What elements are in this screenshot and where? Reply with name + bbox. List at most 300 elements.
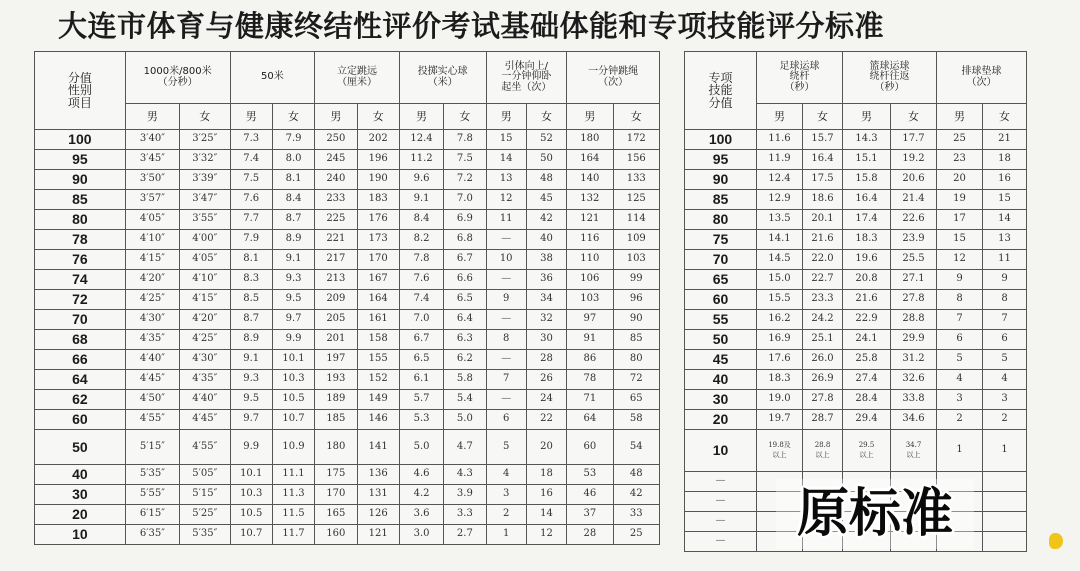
standard-value-cell: 25.5 bbox=[891, 250, 937, 270]
standard-value-cell: 5.0 bbox=[444, 410, 486, 430]
score-row bbox=[685, 190, 1027, 210]
standard-value-cell: 106 bbox=[567, 270, 613, 290]
standard-value-cell: 8.5 bbox=[230, 290, 272, 310]
standard-value-cell: 12 bbox=[486, 190, 526, 210]
standard-value-cell: 17.4 bbox=[843, 210, 891, 230]
score-row bbox=[35, 130, 660, 150]
standard-value-cell: 6′35″ bbox=[125, 525, 179, 545]
standard-value-cell: 5.7 bbox=[399, 390, 443, 410]
standard-value-cell: 4′05″ bbox=[125, 210, 179, 230]
standard-value-cell: 8 bbox=[983, 290, 1027, 310]
score-row bbox=[685, 210, 1027, 230]
column-group-header: 50米 bbox=[230, 52, 315, 104]
score-value-cell: 10 bbox=[685, 430, 757, 472]
standard-value-cell: 5′15″ bbox=[125, 430, 179, 465]
standard-value-cell: 12.9 bbox=[757, 190, 803, 210]
score-value-cell: 76 bbox=[35, 250, 126, 270]
standard-value-cell: 109 bbox=[613, 230, 659, 250]
standard-value-cell: 15.7 bbox=[803, 130, 843, 150]
standard-value-cell: 11.3 bbox=[272, 485, 314, 505]
standard-value-cell: 8.9 bbox=[272, 230, 314, 250]
standard-value-cell: 5 bbox=[937, 350, 983, 370]
standard-value-cell: 10.7 bbox=[272, 410, 314, 430]
special-skill-score-table bbox=[684, 51, 1027, 552]
standard-value-cell: 37 bbox=[567, 505, 613, 525]
standard-value-cell: 146 bbox=[357, 410, 399, 430]
score-value-cell: 95 bbox=[685, 150, 757, 170]
standard-value-cell: 1 bbox=[937, 430, 983, 472]
standard-value-cell: 10.7 bbox=[230, 525, 272, 545]
original-standard-badge: 原标准 bbox=[776, 479, 974, 549]
corner-header-cell: 分值 性别 项目 bbox=[35, 52, 126, 130]
score-row bbox=[685, 370, 1027, 390]
standard-value-cell: 233 bbox=[315, 190, 357, 210]
standard-value-cell: 170 bbox=[315, 485, 357, 505]
score-row bbox=[35, 270, 660, 290]
fitness-score-table bbox=[34, 51, 660, 545]
standard-value-cell: 22.0 bbox=[803, 250, 843, 270]
standard-value-cell: 19.0 bbox=[757, 390, 803, 410]
standard-value-cell: 6.1 bbox=[399, 370, 443, 390]
score-value-cell: 50 bbox=[685, 330, 757, 350]
male-header: 男 bbox=[315, 104, 357, 130]
standard-value-cell: 175 bbox=[315, 465, 357, 485]
standard-value-cell: 29.5 以上 bbox=[843, 430, 891, 472]
standard-value-cell: 10.1 bbox=[272, 350, 314, 370]
standard-value-cell: 173 bbox=[357, 230, 399, 250]
standard-value-cell: 3 bbox=[486, 485, 526, 505]
standard-value-cell: 3′55″ bbox=[180, 210, 230, 230]
standard-value-cell: 2 bbox=[937, 410, 983, 430]
standard-value-cell: 4′10″ bbox=[180, 270, 230, 290]
standard-value-cell: 13 bbox=[486, 170, 526, 190]
standard-value-cell: 176 bbox=[357, 210, 399, 230]
standard-value-cell: 5.8 bbox=[444, 370, 486, 390]
standard-value-cell: 15 bbox=[486, 130, 526, 150]
standard-value-cell: 22.7 bbox=[803, 270, 843, 290]
column-group-header: 立定跳远 （厘米） bbox=[315, 52, 400, 104]
standard-value-cell: 164 bbox=[567, 150, 613, 170]
standard-value-cell: — bbox=[486, 270, 526, 290]
standard-value-cell: 172 bbox=[613, 130, 659, 150]
standard-value-cell: 24.1 bbox=[843, 330, 891, 350]
standard-value-cell: 197 bbox=[315, 350, 357, 370]
standard-value-cell: 7.3 bbox=[230, 130, 272, 150]
standard-value-cell: 20.6 bbox=[891, 170, 937, 190]
score-value-cell: 10 bbox=[35, 525, 126, 545]
female-header: 女 bbox=[444, 104, 486, 130]
standard-value-cell: 3′25″ bbox=[180, 130, 230, 150]
male-header: 男 bbox=[843, 104, 891, 130]
standard-value-cell: 4′30″ bbox=[180, 350, 230, 370]
standard-value-cell: 4′10″ bbox=[125, 230, 179, 250]
standard-value-cell: 8.9 bbox=[230, 330, 272, 350]
standard-value-cell: 29.4 bbox=[843, 410, 891, 430]
score-value-cell: 80 bbox=[685, 210, 757, 230]
empty-value-cell bbox=[983, 512, 1027, 532]
standard-value-cell: 12.4 bbox=[399, 130, 443, 150]
standard-value-cell: 26.0 bbox=[803, 350, 843, 370]
standard-value-cell: 91 bbox=[567, 330, 613, 350]
female-header: 女 bbox=[891, 104, 937, 130]
standard-value-cell: 22 bbox=[526, 410, 566, 430]
standard-value-cell: 4′35″ bbox=[125, 330, 179, 350]
standard-value-cell: 103 bbox=[567, 290, 613, 310]
standard-value-cell: 9.5 bbox=[230, 390, 272, 410]
standard-value-cell: 103 bbox=[613, 250, 659, 270]
column-group-header: 足球运球 绕杆 （秒） bbox=[757, 52, 843, 104]
standard-value-cell: 3′39″ bbox=[180, 170, 230, 190]
standard-value-cell: 8.1 bbox=[272, 170, 314, 190]
standard-value-cell: 141 bbox=[357, 430, 399, 465]
standard-value-cell: 10.3 bbox=[230, 485, 272, 505]
standard-value-cell: 116 bbox=[567, 230, 613, 250]
score-row bbox=[685, 290, 1027, 310]
standard-value-cell: 18 bbox=[983, 150, 1027, 170]
male-header: 男 bbox=[486, 104, 526, 130]
standard-value-cell: 4′35″ bbox=[180, 370, 230, 390]
female-header: 女 bbox=[180, 104, 230, 130]
standard-value-cell: 16.2 bbox=[757, 310, 803, 330]
standard-value-cell: 71 bbox=[567, 390, 613, 410]
standard-value-cell: 10.5 bbox=[230, 505, 272, 525]
standard-value-cell: 7.4 bbox=[230, 150, 272, 170]
standard-value-cell: 8.7 bbox=[230, 310, 272, 330]
score-value-cell: 70 bbox=[35, 310, 126, 330]
standard-value-cell: 155 bbox=[357, 350, 399, 370]
standard-value-cell: 4′00″ bbox=[180, 230, 230, 250]
standard-value-cell: 136 bbox=[357, 465, 399, 485]
score-value-cell: 66 bbox=[35, 350, 126, 370]
column-group-header: 篮球运球 绕杆往返 （秒） bbox=[843, 52, 937, 104]
standard-value-cell: 7.0 bbox=[399, 310, 443, 330]
standard-value-cell: 183 bbox=[357, 190, 399, 210]
standard-value-cell: 152 bbox=[357, 370, 399, 390]
standard-value-cell: 7.9 bbox=[272, 130, 314, 150]
standard-value-cell: 4 bbox=[486, 465, 526, 485]
standard-value-cell: 4′30″ bbox=[125, 310, 179, 330]
score-value-cell: 40 bbox=[35, 465, 126, 485]
standard-value-cell: 14 bbox=[526, 505, 566, 525]
standard-value-cell: 6.7 bbox=[444, 250, 486, 270]
standard-value-cell: 60 bbox=[567, 430, 613, 465]
standard-value-cell: 5′15″ bbox=[180, 485, 230, 505]
standard-value-cell: 22.6 bbox=[891, 210, 937, 230]
standard-value-cell: 23 bbox=[937, 150, 983, 170]
female-header: 女 bbox=[803, 104, 843, 130]
standard-value-cell: 160 bbox=[315, 525, 357, 545]
standard-value-cell: 96 bbox=[613, 290, 659, 310]
standard-value-cell: 28 bbox=[567, 525, 613, 545]
standard-value-cell: 25 bbox=[937, 130, 983, 150]
standard-value-cell: 4′50″ bbox=[125, 390, 179, 410]
standard-value-cell: 32.6 bbox=[891, 370, 937, 390]
standard-value-cell: 250 bbox=[315, 130, 357, 150]
standard-value-cell: 6 bbox=[983, 330, 1027, 350]
female-header: 女 bbox=[272, 104, 314, 130]
score-value-cell: 20 bbox=[685, 410, 757, 430]
standard-value-cell: 8.3 bbox=[230, 270, 272, 290]
standard-value-cell: 180 bbox=[567, 130, 613, 150]
score-row bbox=[35, 290, 660, 310]
standard-value-cell: 8.7 bbox=[272, 210, 314, 230]
standard-value-cell: 189 bbox=[315, 390, 357, 410]
standard-value-cell: 7.8 bbox=[444, 130, 486, 150]
standard-value-cell: 133 bbox=[613, 170, 659, 190]
standard-value-cell: 14 bbox=[486, 150, 526, 170]
standard-value-cell: 5.0 bbox=[399, 430, 443, 465]
standard-value-cell: 54 bbox=[613, 430, 659, 465]
standard-value-cell: 121 bbox=[357, 525, 399, 545]
standard-value-cell: 8.1 bbox=[230, 250, 272, 270]
score-value-cell: 55 bbox=[685, 310, 757, 330]
standard-value-cell: 17 bbox=[937, 210, 983, 230]
standard-value-cell: 4′25″ bbox=[180, 330, 230, 350]
standard-value-cell: 16 bbox=[526, 485, 566, 505]
standard-value-cell: 167 bbox=[357, 270, 399, 290]
standard-value-cell: 11 bbox=[486, 210, 526, 230]
score-row bbox=[35, 465, 660, 485]
standard-value-cell: 6.6 bbox=[444, 270, 486, 290]
standard-value-cell: 240 bbox=[315, 170, 357, 190]
standard-value-cell: 33.8 bbox=[891, 390, 937, 410]
standard-value-cell: 5′25″ bbox=[180, 505, 230, 525]
standard-value-cell: 5′35″ bbox=[180, 525, 230, 545]
standard-value-cell: 6.3 bbox=[444, 330, 486, 350]
standard-value-cell: 19 bbox=[937, 190, 983, 210]
standard-value-cell: 164 bbox=[357, 290, 399, 310]
standard-value-cell: 19.2 bbox=[891, 150, 937, 170]
standard-value-cell: 21 bbox=[983, 130, 1027, 150]
standard-value-cell: 9.7 bbox=[230, 410, 272, 430]
standard-value-cell: 19.7 bbox=[757, 410, 803, 430]
standard-value-cell: 9 bbox=[486, 290, 526, 310]
standard-value-cell: 209 bbox=[315, 290, 357, 310]
standard-value-cell: 10 bbox=[486, 250, 526, 270]
empty-value-cell bbox=[983, 472, 1027, 492]
standard-value-cell: 16.9 bbox=[757, 330, 803, 350]
standard-value-cell: 7.9 bbox=[230, 230, 272, 250]
standard-value-cell: 9.9 bbox=[272, 330, 314, 350]
standard-value-cell: 17.7 bbox=[891, 130, 937, 150]
score-row bbox=[685, 410, 1027, 430]
standard-value-cell: 131 bbox=[357, 485, 399, 505]
male-header: 男 bbox=[230, 104, 272, 130]
standard-value-cell: 10.1 bbox=[230, 465, 272, 485]
female-header: 女 bbox=[357, 104, 399, 130]
standard-value-cell: 11.6 bbox=[757, 130, 803, 150]
standard-value-cell: 3′57″ bbox=[125, 190, 179, 210]
standard-value-cell: 202 bbox=[357, 130, 399, 150]
score-row bbox=[685, 330, 1027, 350]
standard-value-cell: 38 bbox=[526, 250, 566, 270]
standard-value-cell: 52 bbox=[526, 130, 566, 150]
standard-value-cell: 1 bbox=[983, 430, 1027, 472]
standard-value-cell: 2 bbox=[983, 410, 1027, 430]
standard-value-cell: 9.3 bbox=[272, 270, 314, 290]
standard-value-cell: 1 bbox=[486, 525, 526, 545]
score-value-cell: 72 bbox=[35, 290, 126, 310]
corner-decoration bbox=[1049, 533, 1063, 549]
column-group-header: 投掷实心球 （米） bbox=[399, 52, 486, 104]
standard-value-cell: 36 bbox=[526, 270, 566, 290]
standard-value-cell: 4′25″ bbox=[125, 290, 179, 310]
score-value-cell: 60 bbox=[685, 290, 757, 310]
standard-value-cell: 3′47″ bbox=[180, 190, 230, 210]
standard-value-cell: 4.2 bbox=[399, 485, 443, 505]
standard-value-cell: 7.5 bbox=[444, 150, 486, 170]
score-value-cell: 65 bbox=[685, 270, 757, 290]
male-header: 男 bbox=[399, 104, 443, 130]
score-row bbox=[35, 350, 660, 370]
standard-value-cell: 185 bbox=[315, 410, 357, 430]
standard-value-cell: 50 bbox=[526, 150, 566, 170]
standard-value-cell: 8.4 bbox=[272, 190, 314, 210]
standard-value-cell: 14 bbox=[983, 210, 1027, 230]
empty-score-cell: — bbox=[685, 492, 757, 512]
standard-value-cell: 7 bbox=[486, 370, 526, 390]
standard-value-cell: 3.6 bbox=[399, 505, 443, 525]
standard-value-cell: 4.7 bbox=[444, 430, 486, 465]
standard-value-cell: 7.8 bbox=[399, 250, 443, 270]
standard-value-cell: 225 bbox=[315, 210, 357, 230]
standard-value-cell: 10.3 bbox=[272, 370, 314, 390]
score-row bbox=[685, 130, 1027, 150]
standard-value-cell: 28 bbox=[526, 350, 566, 370]
score-row bbox=[35, 310, 660, 330]
standard-value-cell: 3′45″ bbox=[125, 150, 179, 170]
standard-value-cell: 5′35″ bbox=[125, 465, 179, 485]
standard-value-cell: 20.1 bbox=[803, 210, 843, 230]
standard-value-cell: 18.6 bbox=[803, 190, 843, 210]
standard-value-cell: 14.5 bbox=[757, 250, 803, 270]
score-row bbox=[685, 430, 1027, 472]
standard-value-cell: 18.3 bbox=[843, 230, 891, 250]
score-row bbox=[35, 150, 660, 170]
standard-value-cell: 19.8及 以上 bbox=[757, 430, 803, 472]
standard-value-cell: 7 bbox=[937, 310, 983, 330]
standard-value-cell: 26.9 bbox=[803, 370, 843, 390]
standard-value-cell: 8.4 bbox=[399, 210, 443, 230]
standard-value-cell: 32 bbox=[526, 310, 566, 330]
standard-value-cell: 25 bbox=[613, 525, 659, 545]
standard-value-cell: 3 bbox=[937, 390, 983, 410]
standard-value-cell: 3′40″ bbox=[125, 130, 179, 150]
standard-value-cell: 8.2 bbox=[399, 230, 443, 250]
standard-value-cell: 6 bbox=[486, 410, 526, 430]
standard-value-cell: 245 bbox=[315, 150, 357, 170]
standard-value-cell: 15.0 bbox=[757, 270, 803, 290]
standard-value-cell: 6.5 bbox=[399, 350, 443, 370]
standard-value-cell: 7.6 bbox=[399, 270, 443, 290]
standard-value-cell: 9.6 bbox=[399, 170, 443, 190]
standard-value-cell: 4′15″ bbox=[180, 290, 230, 310]
standard-value-cell: 114 bbox=[613, 210, 659, 230]
standard-value-cell: 190 bbox=[357, 170, 399, 190]
standard-value-cell: 12.4 bbox=[757, 170, 803, 190]
standard-value-cell: 46 bbox=[567, 485, 613, 505]
standard-value-cell: 21.6 bbox=[803, 230, 843, 250]
standard-value-cell: — bbox=[486, 230, 526, 250]
standard-value-cell: 4 bbox=[983, 370, 1027, 390]
standard-value-cell: 5′55″ bbox=[125, 485, 179, 505]
standard-value-cell: 7.6 bbox=[230, 190, 272, 210]
standard-value-cell: 15.1 bbox=[843, 150, 891, 170]
female-header: 女 bbox=[526, 104, 566, 130]
standard-value-cell: 6.4 bbox=[444, 310, 486, 330]
standard-value-cell: 11 bbox=[983, 250, 1027, 270]
score-row bbox=[35, 210, 660, 230]
standard-value-cell: 85 bbox=[613, 330, 659, 350]
score-row bbox=[685, 390, 1027, 410]
score-value-cell: 85 bbox=[35, 190, 126, 210]
standard-value-cell: 6.5 bbox=[444, 290, 486, 310]
score-value-cell: 78 bbox=[35, 230, 126, 250]
standard-value-cell: 121 bbox=[567, 210, 613, 230]
standard-value-cell: 20 bbox=[937, 170, 983, 190]
standard-value-cell: 3.3 bbox=[444, 505, 486, 525]
standard-value-cell: 8.0 bbox=[272, 150, 314, 170]
female-header: 女 bbox=[613, 104, 659, 130]
standard-value-cell: 196 bbox=[357, 150, 399, 170]
standard-value-cell: 65 bbox=[613, 390, 659, 410]
standard-value-cell: 19.6 bbox=[843, 250, 891, 270]
standard-value-cell: 25.1 bbox=[803, 330, 843, 350]
standard-value-cell: 53 bbox=[567, 465, 613, 485]
standard-value-cell: 6.8 bbox=[444, 230, 486, 250]
standard-value-cell: 180 bbox=[315, 430, 357, 465]
column-group-header: 1000米/800米 （分秒） bbox=[125, 52, 230, 104]
score-row bbox=[35, 525, 660, 545]
standard-value-cell: 6 bbox=[937, 330, 983, 350]
standard-value-cell: 7.5 bbox=[230, 170, 272, 190]
standard-value-cell: 213 bbox=[315, 270, 357, 290]
standard-value-cell: — bbox=[486, 350, 526, 370]
standard-value-cell: 58 bbox=[613, 410, 659, 430]
standard-value-cell: 156 bbox=[613, 150, 659, 170]
score-row bbox=[35, 390, 660, 410]
male-header: 男 bbox=[937, 104, 983, 130]
standard-value-cell: 97 bbox=[567, 310, 613, 330]
standard-value-cell: 11.2 bbox=[399, 150, 443, 170]
standard-value-cell: 4′55″ bbox=[180, 430, 230, 465]
standard-value-cell: 4′20″ bbox=[125, 270, 179, 290]
standard-value-cell: 11.1 bbox=[272, 465, 314, 485]
standard-value-cell: 170 bbox=[357, 250, 399, 270]
standard-value-cell: 205 bbox=[315, 310, 357, 330]
standard-value-cell: 140 bbox=[567, 170, 613, 190]
standard-value-cell: 24 bbox=[526, 390, 566, 410]
score-row bbox=[685, 350, 1027, 370]
standard-value-cell: 4′45″ bbox=[125, 370, 179, 390]
standard-value-cell: 4′40″ bbox=[180, 390, 230, 410]
standard-value-cell: 7.7 bbox=[230, 210, 272, 230]
standard-value-cell: 161 bbox=[357, 310, 399, 330]
standard-value-cell: 34 bbox=[526, 290, 566, 310]
male-header: 男 bbox=[567, 104, 613, 130]
standard-value-cell: 24.2 bbox=[803, 310, 843, 330]
standard-value-cell: 13 bbox=[983, 230, 1027, 250]
score-value-cell: 85 bbox=[685, 190, 757, 210]
standard-value-cell: 16 bbox=[983, 170, 1027, 190]
score-row bbox=[685, 170, 1027, 190]
standard-value-cell: 42 bbox=[526, 210, 566, 230]
standard-value-cell: 7.2 bbox=[444, 170, 486, 190]
standard-value-cell: 27.8 bbox=[803, 390, 843, 410]
standard-value-cell: 31.2 bbox=[891, 350, 937, 370]
standard-value-cell: 27.1 bbox=[891, 270, 937, 290]
corner-header-cell: 专项 技能 分值 bbox=[685, 52, 757, 130]
